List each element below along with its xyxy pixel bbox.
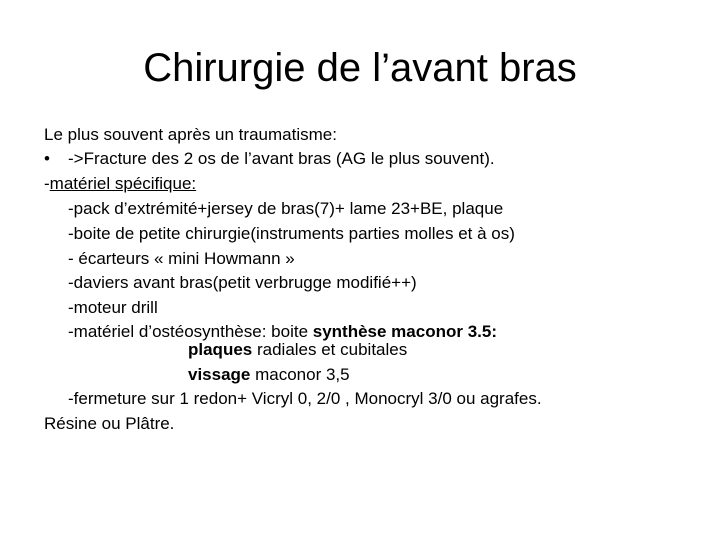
plaques-text: radiales et cubitales	[252, 340, 408, 359]
slide-title: Chirurgie de l’avant bras	[143, 46, 577, 90]
fermeture-line: -fermeture sur 1 redon+ Vicryl 0, 2/0 , Monocryl 3/0 ou agrafes.	[68, 389, 542, 408]
materiel-prefix: -	[44, 174, 50, 193]
vissage-bold: vissage	[188, 365, 251, 384]
plaques-line	[188, 339, 407, 361]
vissage-line	[188, 364, 350, 386]
boite-line: -boite de petite chirurgie(instruments parties molles et à os)	[68, 224, 515, 243]
moteur-line: -moteur drill	[68, 298, 158, 317]
osteosynthese-text: -matériel d’ostéosynthèse: boite	[68, 322, 313, 341]
plaques-bold: plaques	[188, 340, 253, 359]
fracture-text: ->Fracture des 2 os de l’avant bras (AG le plus souvent).	[68, 149, 495, 168]
materiel-heading: matériel spécifique:	[49, 174, 197, 193]
ecarteurs-line: - écarteurs « mini Howmann »	[68, 249, 295, 268]
fracture-bullet-line	[44, 148, 495, 170]
vissage-text: maconor 3,5	[250, 365, 350, 384]
pack-line: -pack d’extrémité+jersey de bras(7)+ lame 23+BE, plaque	[68, 199, 504, 218]
bullet-icon: •	[44, 149, 50, 168]
intro-line: Le plus souvent après un traumatisme:	[44, 125, 337, 144]
materiel-heading-line	[44, 173, 196, 195]
daviers-line: -daviers avant bras(petit verbrugge modifié++)	[68, 273, 417, 292]
osteosynthese-bold: synthèse maconor 3.5:	[312, 322, 497, 341]
resine-line: Résine ou Plâtre.	[44, 414, 175, 433]
